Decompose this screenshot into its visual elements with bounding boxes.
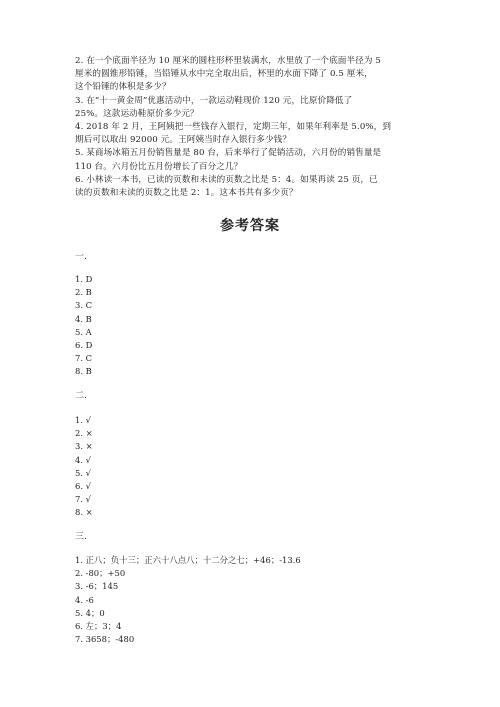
answer-item: 3. -6；145 bbox=[75, 581, 119, 592]
answer-item: 7. C bbox=[75, 353, 93, 364]
problem-4-line-1: 4. 2018 年 2 月，王阿姨把一些钱存入银行，定期三年，如果年利率是 5.0%，到 bbox=[75, 122, 392, 133]
problem-2-line-2: 厘米的圆锥形铅锤，当铅锤从水中完全取出后，杯里的水面下降了 0.5 厘米， bbox=[75, 69, 373, 80]
section-1-answers bbox=[75, 273, 92, 379]
answer-item: 5. √ bbox=[75, 467, 91, 478]
answer-item: 7. √ bbox=[75, 494, 91, 505]
answer-item: 5. 4；0 bbox=[75, 607, 105, 618]
answer-item: 6. D bbox=[75, 339, 93, 350]
section-3-answers bbox=[75, 554, 301, 646]
section-2-heading: 二. bbox=[75, 391, 87, 401]
problem-5-line-2: 110 台。六月份比五月份增长了百分之几？ bbox=[75, 161, 243, 172]
answer-item: 3. C bbox=[75, 300, 93, 311]
answer-item: 2. × bbox=[75, 428, 93, 439]
answer-item: 6. 左；3；4 bbox=[75, 620, 122, 631]
word-problems bbox=[75, 55, 435, 200]
answer-item: 2. B bbox=[75, 287, 92, 298]
problem-2-line-3: 这个铅锤的体积是多少？ bbox=[75, 82, 171, 93]
answer-item: 2. -80；+50 bbox=[75, 568, 126, 579]
answer-item: 4. -6 bbox=[75, 594, 94, 605]
section-1-heading: 一. bbox=[75, 252, 87, 262]
answer-key-title: 参考答案 bbox=[220, 218, 280, 234]
answer-item: 8. B bbox=[75, 366, 92, 377]
problem-3-line-2: 25%。这款运动鞋原价多少元？ bbox=[75, 108, 199, 119]
problem-2-line-1: 2. 在一个底面半径为 10 厘米的圆柱形杯里装满水，水里放了一个底面半径为 5 bbox=[75, 56, 381, 66]
answer-item: 3. × bbox=[75, 441, 93, 452]
answer-item: 1. 正八；负十三；正六十八点八；十二分之七；+46；-13.6 bbox=[75, 555, 301, 565]
section-2-answers bbox=[75, 414, 93, 520]
problem-6-line-1: 6. 小林读一本书，已读的页数和未读的页数之比是 5：4。如果再读 25 页，已 bbox=[75, 174, 378, 185]
answer-item: 1. √ bbox=[75, 415, 91, 425]
problem-4-line-2: 期后可以取出 92000 元。王阿姨当时存入银行多少钱？ bbox=[75, 135, 292, 146]
answer-item: 4. B bbox=[75, 313, 92, 324]
answer-item: 4. √ bbox=[75, 454, 91, 465]
section-3-heading: 三. bbox=[75, 532, 87, 542]
problem-5-line-1: 5. 某商场冰箱五月份销售量是 80 台，后来举行了促销活动，六月份的销售量是 bbox=[75, 148, 382, 159]
answer-item: 8. × bbox=[75, 507, 93, 518]
problem-6-line-2: 读的页数和未读的页数之比是 2：1。这本书共有多少页？ bbox=[75, 188, 298, 199]
answer-item: 1. D bbox=[75, 274, 93, 284]
answer-item: 7. 3658；-480 bbox=[75, 634, 135, 645]
answer-item: 6. √ bbox=[75, 480, 91, 491]
problem-3-line-1: 3. 在“十一黄金周”优惠活动中，一款运动鞋现价 120 元，比原价降低了 bbox=[75, 95, 353, 106]
answer-item: 5. A bbox=[75, 326, 92, 337]
